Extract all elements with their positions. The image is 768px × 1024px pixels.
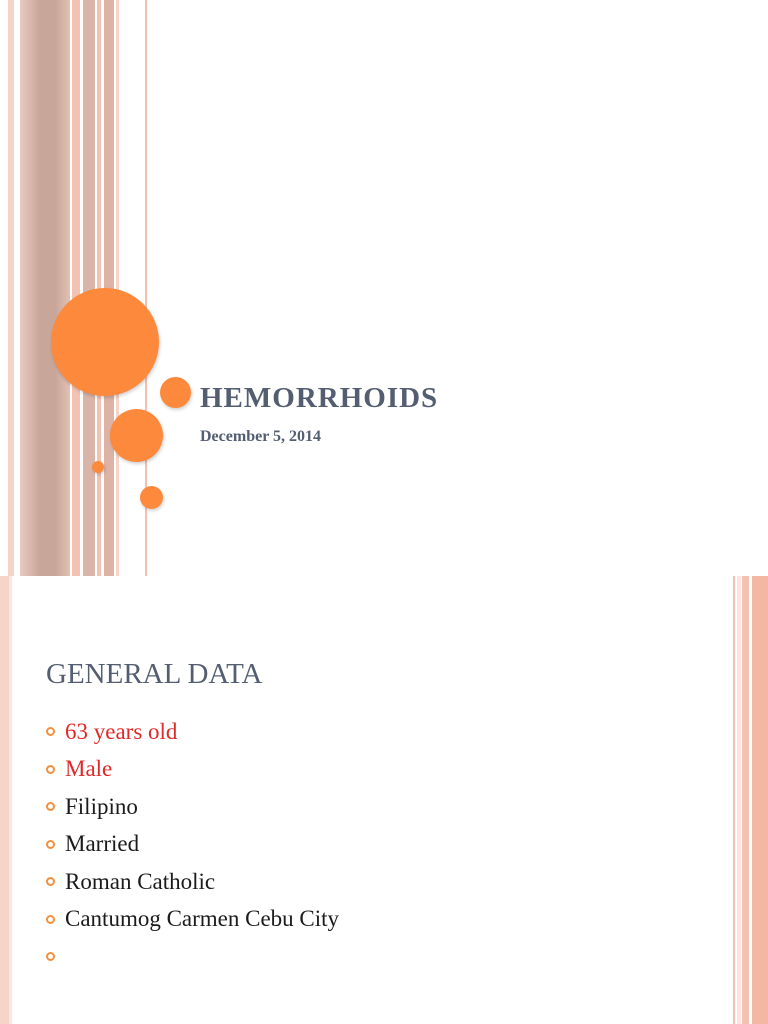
bullet-text: Filipino (65, 793, 138, 819)
list-item (46, 826, 339, 864)
decorative-stripe (72, 0, 80, 576)
decorative-stripe (20, 0, 70, 576)
decorative-stripe (752, 576, 768, 1024)
bullet-circle-icon (46, 877, 55, 886)
decorative-stripe (9, 576, 12, 1024)
list-item (46, 863, 339, 901)
decorative-stripe (83, 0, 95, 576)
bullet-text: 63 years old (65, 718, 178, 744)
decorative-stripe (8, 0, 14, 576)
bullet-circle-icon (46, 765, 55, 774)
bullet-circle-icon (46, 727, 55, 736)
bullet-circle-icon (46, 802, 55, 811)
list-item (46, 938, 339, 976)
slide-title: HEMORRHOIDS (200, 382, 439, 414)
decorative-circle (92, 461, 104, 473)
decorative-stripe (737, 576, 741, 1024)
decorative-stripe (733, 576, 735, 1024)
bullet-text: Roman Catholic (65, 868, 216, 894)
list-item (46, 713, 339, 751)
list-item (46, 788, 339, 826)
decorative-circle (110, 409, 163, 462)
bullet-circle-icon (46, 915, 55, 924)
bullet-text: Married (65, 831, 140, 857)
list-item (46, 901, 339, 939)
slide-heading: GENERAL DATA (46, 658, 263, 690)
content-slide (0, 576, 768, 1024)
bullet-list (46, 713, 339, 976)
decorative-circle (51, 288, 159, 396)
decorative-stripe (0, 576, 9, 1024)
decorative-stripe (116, 0, 119, 576)
bullet-circle-icon (46, 840, 55, 849)
bullet-text: Male (65, 756, 113, 782)
decorative-circle (160, 377, 191, 408)
decorative-stripe (742, 576, 749, 1024)
bullet-circle-icon (46, 952, 55, 961)
list-item (46, 751, 339, 789)
decorative-circle (140, 486, 163, 509)
bullet-text: Cantumog Carmen Cebu City (65, 906, 340, 932)
slide-subtitle: December 5, 2014 (200, 428, 321, 445)
